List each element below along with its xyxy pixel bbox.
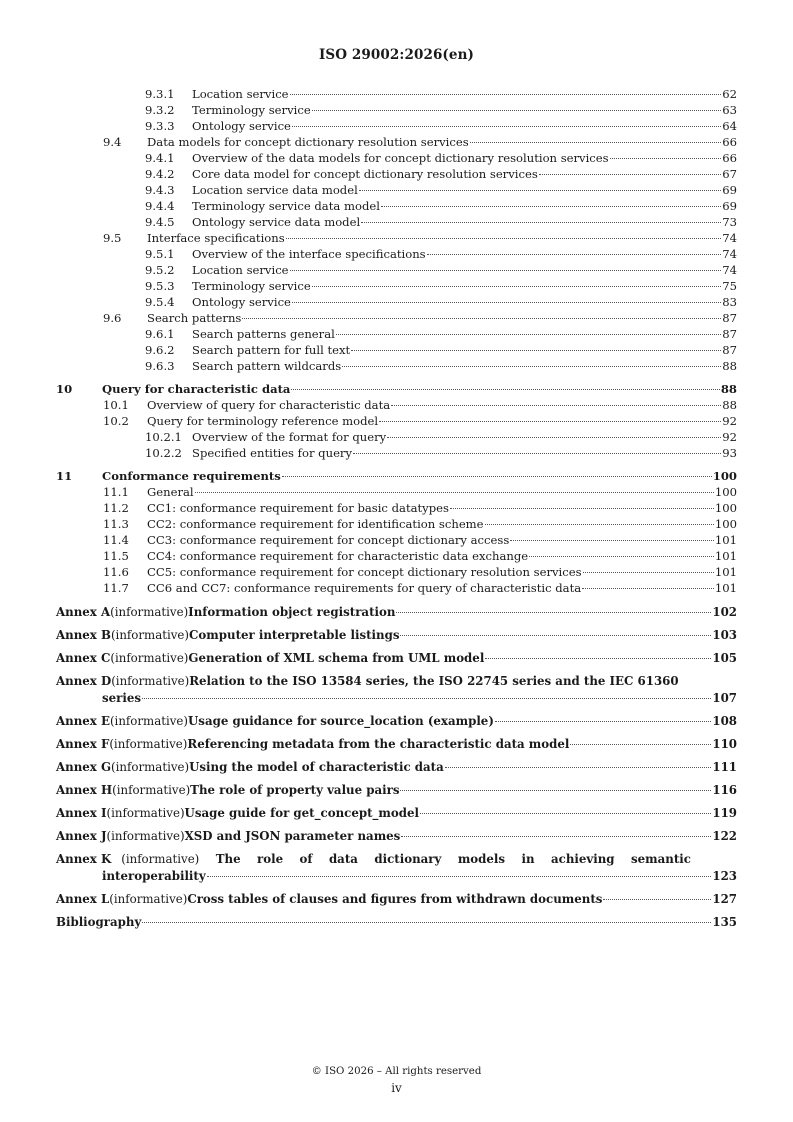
annex-title-line xyxy=(56,736,737,753)
annex-page: 123 xyxy=(712,869,737,883)
leader-dots xyxy=(290,270,722,271)
leader-dots xyxy=(603,899,711,900)
annex-title: Cross tables of clauses and figures from withdrawn documents xyxy=(187,892,603,906)
toc-entry-page: 69 xyxy=(722,199,737,213)
toc-entry[interactable] xyxy=(56,381,737,397)
toc-entry-number: 11.7 xyxy=(103,581,129,595)
toc-entry[interactable] xyxy=(56,413,737,429)
toc-entry-number: 9.4.3 xyxy=(145,183,175,197)
toc-entry[interactable] xyxy=(56,468,737,484)
annex-type: (informative) xyxy=(106,829,185,843)
annex-title: Information object registration xyxy=(188,605,396,619)
document-header xyxy=(0,47,793,63)
toc-entry-page: 100 xyxy=(714,485,737,499)
toc-entry-title: Ontology service data model xyxy=(192,215,361,229)
leader-dots xyxy=(379,421,721,422)
annex-title-line xyxy=(56,851,737,868)
leader-dots xyxy=(290,94,722,95)
toc-entry-title: Overview of the interface specifications xyxy=(192,247,426,261)
annex-title: Usage guide for get_concept_model xyxy=(184,806,420,820)
toc-entry-page: 87 xyxy=(722,311,737,325)
annex-label: Annex A xyxy=(56,605,111,619)
leader-dots xyxy=(195,492,714,493)
toc-entry-title: Location service xyxy=(192,263,289,277)
annex-type: (informative) xyxy=(110,628,189,642)
toc-entry[interactable] xyxy=(56,532,737,548)
toc-entry-title: Ontology service xyxy=(192,119,291,133)
toc-entry-number: 9.5.2 xyxy=(145,263,175,277)
annex-page: 122 xyxy=(712,829,737,843)
annex-page: 111 xyxy=(712,760,737,774)
toc-entry-title: CC3: conformance requirement for concept dictionary access xyxy=(147,533,510,547)
annex-entry[interactable] xyxy=(56,650,737,667)
bibliography-page: 135 xyxy=(712,915,737,929)
annex-page: 119 xyxy=(712,806,737,820)
leader-dots xyxy=(610,158,722,159)
toc-entry-title: Core data model for concept dictionary resolution services xyxy=(192,167,538,181)
document-id: ISO 29002:2026(en) xyxy=(318,47,475,63)
annex-label: Annex F xyxy=(56,737,110,751)
toc-entry-title: Overview of the data models for concept dictionary resolution services xyxy=(192,151,609,165)
annex-title: Usage guidance for source_location (example) xyxy=(188,714,494,728)
annex-type: (informative) xyxy=(109,737,188,751)
annex-title-word: models xyxy=(457,852,506,866)
annex-entry[interactable] xyxy=(56,891,737,908)
annex-title-word: The xyxy=(215,852,241,866)
leader-dots xyxy=(291,389,719,390)
toc-entry-page: 64 xyxy=(722,119,737,133)
leader-dots xyxy=(359,190,721,191)
annex-title-line xyxy=(56,891,737,908)
annex-title-line xyxy=(56,713,737,730)
annex-page: 127 xyxy=(712,892,737,906)
leader-dots xyxy=(282,476,712,477)
toc-entry-page: 87 xyxy=(722,343,737,357)
toc-entry-title: Search patterns general xyxy=(192,327,335,341)
annex-type: (informative) xyxy=(121,852,200,866)
annex-type: (informative) xyxy=(110,605,189,619)
toc-entry[interactable] xyxy=(56,262,737,278)
annex-title-word: achieving xyxy=(551,852,615,866)
leader-dots xyxy=(445,767,712,768)
annex-entry[interactable] xyxy=(56,759,737,776)
annex-entry[interactable] xyxy=(56,851,737,885)
toc-entry-number: 9.6 xyxy=(103,311,122,325)
annex-page: 107 xyxy=(712,691,737,705)
toc-entry-number: 11.5 xyxy=(103,549,129,563)
leader-dots xyxy=(450,508,714,509)
annex-title-word: of xyxy=(299,852,313,866)
toc-entry-number: 11.6 xyxy=(103,565,129,579)
toc-entry[interactable] xyxy=(56,397,737,413)
toc-entry[interactable] xyxy=(56,580,737,596)
toc-entry-number: 9.3.1 xyxy=(145,87,175,101)
annex-title-line xyxy=(56,868,737,885)
toc-entry[interactable] xyxy=(56,445,737,461)
toc-entry[interactable] xyxy=(56,150,737,166)
toc-entry-page: 75 xyxy=(722,279,737,293)
toc-entry-page: 74 xyxy=(722,263,737,277)
leader-dots xyxy=(539,174,721,175)
annex-label-group xyxy=(56,851,199,868)
toc-entry-title: CC5: conformance requirement for concept dictionary resolution services xyxy=(147,565,582,579)
toc-entry-page: 100 xyxy=(712,469,737,483)
toc-entry-page: 67 xyxy=(722,167,737,181)
annex-page: 103 xyxy=(712,628,737,642)
annex-title-word: role xyxy=(257,852,284,866)
leader-dots xyxy=(336,334,721,335)
toc-entry-page: 93 xyxy=(722,446,737,460)
annex-type: (informative) xyxy=(111,760,190,774)
leader-dots xyxy=(495,721,711,722)
toc-entry-number: 11.1 xyxy=(103,485,129,499)
toc-entry-page: 62 xyxy=(722,87,737,101)
annex-title: Using the model of characteristic data xyxy=(189,760,444,774)
toc-entry-page: 92 xyxy=(722,430,737,444)
annex-entry[interactable] xyxy=(56,828,737,845)
leader-dots xyxy=(342,366,721,367)
toc-entry-title: Overview of query for characteristic data xyxy=(147,398,391,412)
leader-dots xyxy=(292,126,721,127)
leader-dots xyxy=(353,453,721,454)
annex-title-continued: interoperability xyxy=(102,869,206,883)
toc-entry-page: 100 xyxy=(714,501,737,515)
toc-entry-number: 9.4 xyxy=(103,135,122,149)
annex-page: 105 xyxy=(712,651,737,665)
toc-entry-number: 9.5 xyxy=(103,231,122,245)
annex-label: Annex L xyxy=(56,892,110,906)
annex-type: (informative) xyxy=(110,651,189,665)
toc-entry-number: 11.4 xyxy=(103,533,129,547)
toc-entry-page: 66 xyxy=(722,135,737,149)
annex-type: (informative) xyxy=(111,674,190,688)
annex-title-line xyxy=(56,627,737,644)
annex-label: Annex G xyxy=(56,760,112,774)
page-number: iv xyxy=(391,1081,402,1095)
annex-page: 102 xyxy=(712,605,737,619)
toc-entry-title: Search pattern for full text xyxy=(192,343,351,357)
annex-title-line xyxy=(56,650,737,667)
toc-entry-title: CC1: conformance requirement for basic datatypes xyxy=(147,501,449,515)
annex-page: 108 xyxy=(712,714,737,728)
toc-entry-page: 100 xyxy=(714,517,737,531)
annex-title: XSD and JSON parameter names xyxy=(184,829,401,843)
toc-entry[interactable] xyxy=(56,230,737,246)
toc-entry-page: 87 xyxy=(722,327,737,341)
leader-dots xyxy=(529,556,714,557)
leader-dots xyxy=(583,572,714,573)
annex-entry[interactable] xyxy=(56,782,737,799)
bibliography-entry[interactable] xyxy=(56,914,737,931)
leader-dots xyxy=(470,142,722,143)
toc-entry[interactable] xyxy=(56,310,737,326)
annex-title-line xyxy=(56,782,737,799)
toc-entry[interactable] xyxy=(56,198,737,214)
leader-dots xyxy=(242,318,721,319)
annex-title-line xyxy=(56,805,737,822)
toc-entry[interactable] xyxy=(56,342,737,358)
toc-entry-title: Location service data model xyxy=(192,183,358,197)
annex-label: Annex D xyxy=(56,674,112,688)
toc-entry[interactable] xyxy=(56,516,737,532)
toc-entry[interactable] xyxy=(56,102,737,118)
toc-entry-title: Conformance requirements xyxy=(102,469,281,483)
toc-entry-number: 10 xyxy=(56,382,73,396)
annex-type: (informative) xyxy=(109,892,188,906)
toc-entry-title: Specified entities for query xyxy=(192,446,353,460)
toc-entry-page: 101 xyxy=(714,533,737,547)
leader-dots xyxy=(420,813,711,814)
toc-entry-number: 9.4.5 xyxy=(145,215,175,229)
leader-dots xyxy=(485,658,711,659)
annex-entry[interactable] xyxy=(56,604,737,621)
toc-entry-number: 10.2.2 xyxy=(145,446,182,460)
annex-label: Annex C xyxy=(56,651,111,665)
leader-dots xyxy=(401,836,711,837)
annex-label: Annex K xyxy=(56,852,112,866)
toc-entry-number: 11.3 xyxy=(103,517,129,531)
leader-dots xyxy=(485,524,714,525)
toc-entry[interactable] xyxy=(56,484,737,500)
toc-entry[interactable] xyxy=(56,166,737,182)
leader-dots xyxy=(391,405,721,406)
annex-label: Annex I xyxy=(56,806,107,820)
leader-dots xyxy=(292,302,721,303)
annex-label: Annex H xyxy=(56,783,113,797)
leader-dots xyxy=(142,922,711,923)
toc-entry-page: 74 xyxy=(722,247,737,261)
toc-entry[interactable] xyxy=(56,278,737,294)
leader-dots xyxy=(312,110,722,111)
annex-title-word: semantic xyxy=(631,852,691,866)
annex-page: 110 xyxy=(712,737,737,751)
toc-entry-title: Search pattern wildcards xyxy=(192,359,342,373)
leader-dots xyxy=(400,790,711,791)
toc-entry[interactable] xyxy=(56,118,737,134)
annex-title: Computer interpretable listings xyxy=(189,628,400,642)
annex-title-line xyxy=(56,673,737,690)
toc-entry-title: Query for characteristic data xyxy=(102,382,291,396)
toc-entry[interactable] xyxy=(56,134,737,150)
toc-entry-page: 69 xyxy=(722,183,737,197)
toc-entry-number: 9.4.2 xyxy=(145,167,175,181)
toc-entry-number: 9.3.3 xyxy=(145,119,175,133)
toc-entry-number: 9.5.1 xyxy=(145,247,175,261)
toc-entry-title: Overview of the format for query xyxy=(192,430,387,444)
toc-entry[interactable] xyxy=(56,246,737,262)
annex-label: Annex E xyxy=(56,714,110,728)
annex-page: 116 xyxy=(712,783,737,797)
toc-entry[interactable] xyxy=(56,214,737,230)
leader-dots xyxy=(396,612,711,613)
toc-entry[interactable] xyxy=(56,182,737,198)
toc-entry-title: General xyxy=(147,485,194,499)
toc-entry-title: Terminology service data model xyxy=(192,199,380,213)
toc-entry-title: Query for terminology reference model xyxy=(147,414,379,428)
annex-entry[interactable] xyxy=(56,627,737,644)
toc-entry-page: 74 xyxy=(722,231,737,245)
leader-dots xyxy=(387,437,721,438)
toc-entry-title: Ontology service xyxy=(192,295,291,309)
leader-dots xyxy=(570,744,711,745)
toc-entry-number: 9.4.4 xyxy=(145,199,175,213)
annex-title-line xyxy=(56,690,737,707)
toc-entry-page: 88 xyxy=(722,398,737,412)
table-of-contents xyxy=(56,86,737,932)
toc-entry[interactable] xyxy=(56,326,737,342)
toc-entry-page: 83 xyxy=(722,295,737,309)
leader-dots xyxy=(312,286,722,287)
toc-entry-number: 9.5.3 xyxy=(145,279,175,293)
toc-entry-title: Terminology service xyxy=(192,103,311,117)
toc-entry-page: 92 xyxy=(722,414,737,428)
toc-entry-title: Interface specifications xyxy=(147,231,285,245)
annex-title: The role of property value pairs xyxy=(190,783,400,797)
toc-entry-title: CC2: conformance requirement for identification scheme xyxy=(147,517,484,531)
toc-entry-number: 9.6.1 xyxy=(145,327,175,341)
copyright-notice: © ISO 2026 – All rights reserved xyxy=(311,1066,482,1077)
annex-type: (informative) xyxy=(109,714,189,728)
toc-entry-number: 9.6.2 xyxy=(145,343,175,357)
toc-entry-page: 101 xyxy=(714,581,737,595)
bibliography-line xyxy=(56,914,737,931)
annex-title-line xyxy=(56,828,737,845)
leader-dots xyxy=(381,206,721,207)
annex-title: Relation to the ISO 13584 series, the ISO 22745 series and the IEC 61360 xyxy=(189,674,679,688)
toc-entry[interactable] xyxy=(56,548,737,564)
toc-entry-number: 9.4.1 xyxy=(145,151,175,165)
toc-entry[interactable] xyxy=(56,294,737,310)
leader-dots xyxy=(400,635,711,636)
leader-dots xyxy=(142,698,711,699)
toc-entry-title: Location service xyxy=(192,87,289,101)
toc-entry[interactable] xyxy=(56,500,737,516)
toc-entry-title: CC4: conformance requirement for characteristic data exchange xyxy=(147,549,529,563)
toc-entry-title: CC6 and CC7: conformance requirements for query of characteristic data xyxy=(147,581,582,595)
annex-title-word: in xyxy=(521,852,535,866)
toc-entry-page: 88 xyxy=(722,359,737,373)
leader-dots xyxy=(427,254,722,255)
toc-entry-page: 63 xyxy=(722,103,737,117)
toc-entry-number: 11 xyxy=(56,469,73,483)
toc-entry-page: 66 xyxy=(722,151,737,165)
toc-entry[interactable] xyxy=(56,429,737,445)
toc-entry-number: 9.3.2 xyxy=(145,103,175,117)
toc-entry-page: 88 xyxy=(720,382,737,396)
annex-label: Annex B xyxy=(56,628,111,642)
annex-entry[interactable] xyxy=(56,673,737,707)
annex-entry[interactable] xyxy=(56,736,737,753)
annex-title: Referencing metadata from the characteristic data model xyxy=(187,737,570,751)
toc-entry-number: 9.6.3 xyxy=(145,359,175,373)
toc-entry[interactable] xyxy=(56,358,737,374)
annex-title-continued: series xyxy=(102,691,141,705)
toc-entry-page: 73 xyxy=(722,215,737,229)
toc-entry-page: 101 xyxy=(714,565,737,579)
leader-dots xyxy=(351,350,721,351)
leader-dots xyxy=(286,238,722,239)
leader-dots xyxy=(510,540,714,541)
annex-type: (informative) xyxy=(106,806,185,820)
bibliography-label: Bibliography xyxy=(56,915,142,929)
toc-entry-title: Data models for concept dictionary resolution services xyxy=(147,135,469,149)
leader-dots xyxy=(207,876,712,877)
leader-dots xyxy=(582,588,714,589)
leader-dots xyxy=(361,222,721,223)
annex-entry[interactable] xyxy=(56,713,737,730)
page-footer xyxy=(0,1066,793,1095)
annex-title-word: dictionary xyxy=(374,852,442,866)
toc-entry-number: 10.1 xyxy=(103,398,129,412)
toc-entry-title: Search patterns xyxy=(147,311,242,325)
toc-entry-number: 9.5.4 xyxy=(145,295,175,309)
toc-entry-number: 10.2 xyxy=(103,414,129,428)
annex-title: Generation of XML schema from UML model xyxy=(188,651,485,665)
toc-entry-page: 101 xyxy=(714,549,737,563)
toc-entry-title: Terminology service xyxy=(192,279,311,293)
annex-title-line xyxy=(56,759,737,776)
annex-entry[interactable] xyxy=(56,805,737,822)
annex-type: (informative) xyxy=(112,783,191,797)
annex-title-word: data xyxy=(328,852,358,866)
annex-label: Annex J xyxy=(56,829,107,843)
toc-entry-number: 10.2.1 xyxy=(145,430,182,444)
toc-entry[interactable] xyxy=(56,564,737,580)
annex-title-line xyxy=(56,604,737,621)
toc-entry-number: 11.2 xyxy=(103,501,129,515)
toc-entry[interactable] xyxy=(56,86,737,102)
